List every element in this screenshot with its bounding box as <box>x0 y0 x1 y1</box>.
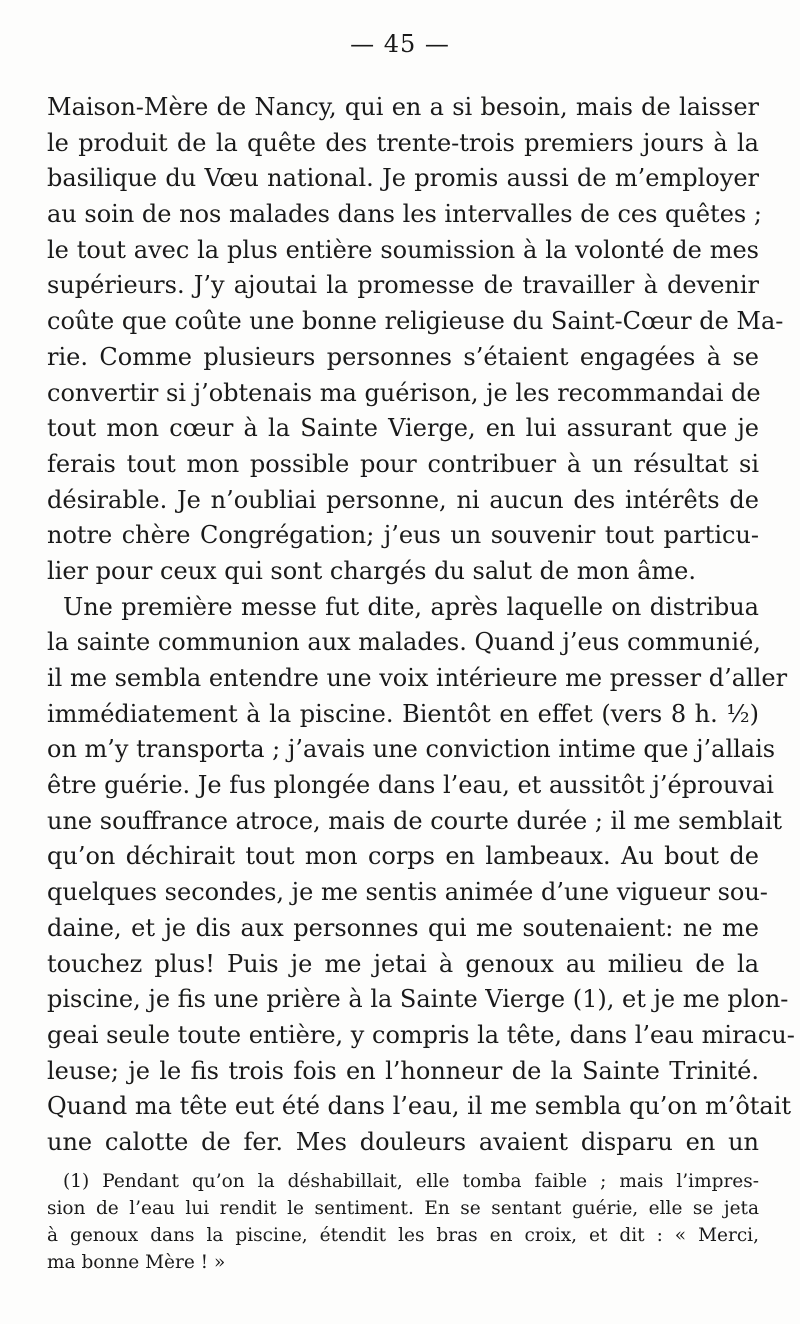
text-line: piscine, je fis une prière à la Sainte Vierge (1), et je me plon- <box>47 985 789 1014</box>
text-line: au soin de nos malades dans les intervalles de ces quêtes ; <box>47 200 762 229</box>
text-line: leuse; je le fis trois fois en l’honneur de la Sainte Trinité. <box>47 1056 759 1085</box>
text-line: coûte que coûte une bonne religieuse du Saint-Cœur de Ma- <box>47 307 784 336</box>
paragraph <box>47 590 795 1161</box>
text-line: une souffrance atroce, mais de courte durée ; il me semblait <box>47 806 783 835</box>
page-number: — 45 — <box>350 30 450 58</box>
text-line: désirable. Je n’oubliai personne, ni aucun des intérêts de <box>47 485 759 514</box>
text-line: supérieurs. J’y ajoutai la promesse de travailler à devenir <box>47 271 759 300</box>
text-line: geai seule toute entière, y compris la tête, dans l’eau miracu- <box>47 1020 795 1049</box>
text-line: il me sembla entendre une voix intérieure me presser d’aller <box>47 664 788 692</box>
footnote-line: ma bonne Mère ! » <box>47 1252 226 1273</box>
text-line: Une première messe fut dite, après laquelle on distribua <box>63 592 759 621</box>
text-line: Maison-Mère de Nancy, qui en a si besoin, mais de laisser <box>47 93 759 121</box>
footnote-line: (1) Pendant qu’on la déshabillait, elle tomba faible ; mais l’impres- <box>63 1171 759 1192</box>
text-line: une calotte de fer. Mes douleurs avaient disparu en un <box>47 1127 759 1156</box>
text-line: Quand ma tête eut été dans l’eau, il me sembla qu’on m’ôtait <box>47 1092 792 1121</box>
paragraph <box>47 90 784 590</box>
text-line: ferais tout mon possible pour contribuer à un résultat si <box>47 449 759 478</box>
text-line: daine, et je dis aux personnes qui me soutenaient: ne me <box>47 913 759 942</box>
footnote-line: sion de l’eau lui rendit le sentiment. En se sentant guérie, elle se jeta <box>47 1198 759 1219</box>
text-line: quelques secondes, je me sentis animée d’une vigueur sou- <box>47 878 768 907</box>
footnote-line: à genoux dans la piscine, étendit les bras en croix, et dit : « Merci, <box>47 1225 759 1246</box>
text-line: rie. Comme plusieurs personnes s’étaient engagées à se <box>47 342 759 371</box>
body-text <box>47 90 795 1161</box>
text-line: lier pour ceux qui sont chargés du salut de mon âme. <box>47 556 696 585</box>
text-line: être guérie. Je fus plongée dans l’eau, et aussitôt j’éprouvai <box>47 771 774 800</box>
text-line: le tout avec la plus entière soumission à la volonté de mes <box>47 235 759 264</box>
text-line: qu’on déchirait tout mon corps en lambeaux. Au bout de <box>47 842 759 871</box>
text-line: on m’y transporta ; j’avais une conviction intime que j’allais <box>47 735 776 764</box>
text-line: notre chère Congrégation; j’eus un souvenir tout particu- <box>47 521 759 550</box>
text-line: le produit de la quête des trente-trois premiers jours à la <box>47 128 759 157</box>
text-line: basilique du Vœu national. Je promis aussi de m’employer <box>47 164 759 193</box>
footnote <box>47 1168 759 1276</box>
text-line: immédiatement à la piscine. Bientôt en effet (vers 8 h. ½) <box>47 699 759 728</box>
text-line: touchez plus! Puis je me jetai à genoux au milieu de la <box>47 949 759 978</box>
text-line: tout mon cœur à la Sainte Vierge, en lui assurant que je <box>47 414 759 443</box>
text-line: convertir si j’obtenais ma guérison, je les recommandai de <box>47 378 761 407</box>
text-line: la sainte communion aux malades. Quand j’eus communié, <box>47 628 761 657</box>
